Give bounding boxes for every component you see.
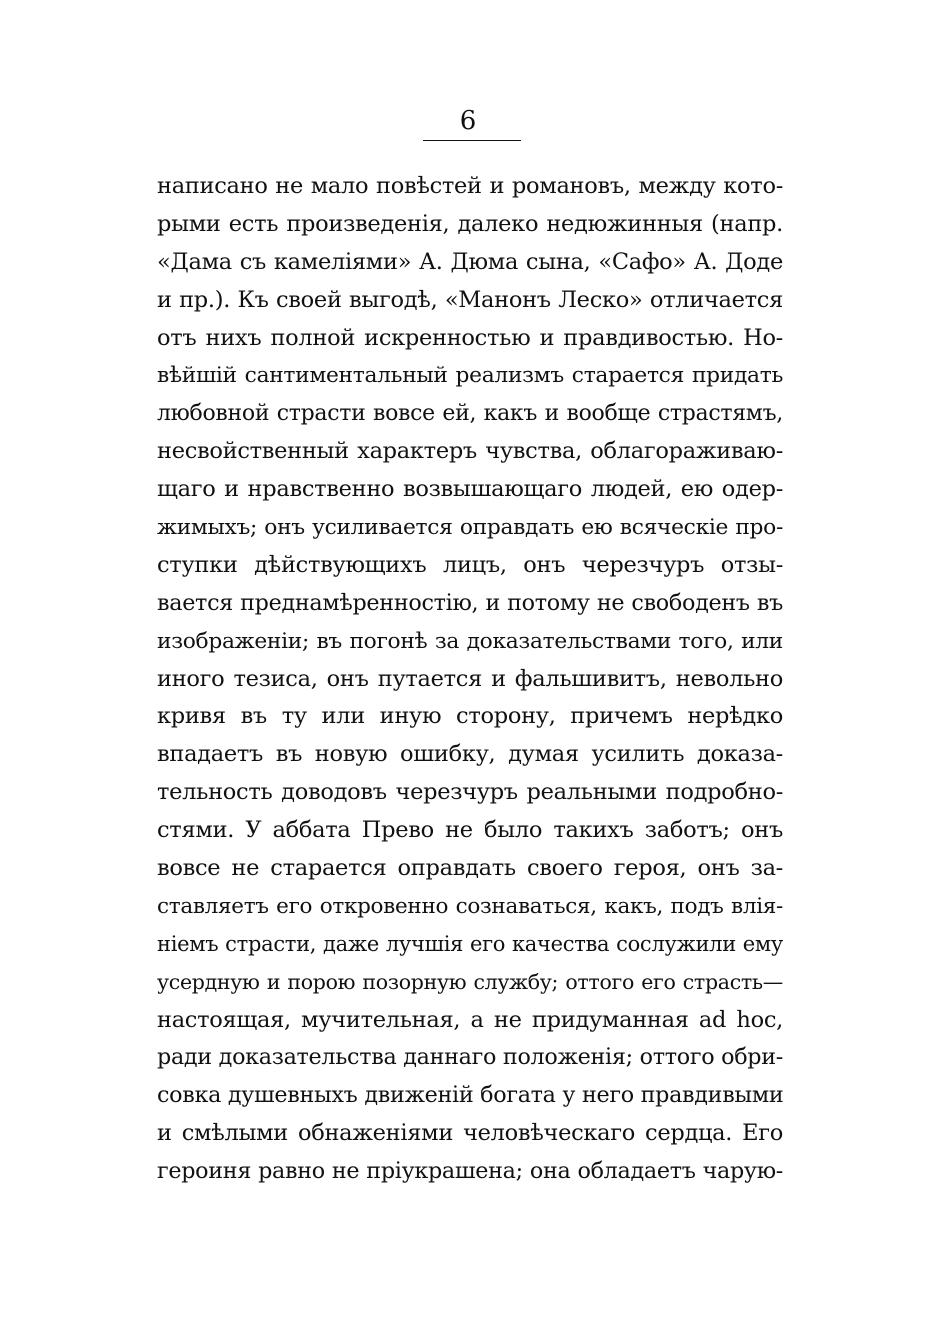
page-number: 6 — [459, 106, 477, 136]
text-line: отъ нихъ полной искренностью и правдивостью. Но- — [157, 324, 783, 351]
text-line: вовсе не старается оправдать своего героя, онъ за- — [157, 855, 783, 882]
text-line: ніемъ страсти, даже лучшія его качества сослужили ему — [157, 931, 783, 956]
header-rule — [423, 140, 521, 141]
text-line: стями. У аббата Прево не было такихъ заботъ; онъ — [157, 817, 783, 844]
text-line: написано не мало повѣстей и романовъ, между кото- — [157, 173, 783, 199]
text-line: впадаетъ въ новую ошибку, думая усилить доказа- — [157, 741, 783, 768]
text-line: щаго и нравственно возвышающаго людей, ею одер- — [157, 476, 783, 503]
text-line: любовной страсти вовсе ей, какъ и вообще страстямъ, — [157, 401, 783, 427]
text-line: кривя въ ту или иную сторону, причемъ нерѣдко — [157, 703, 783, 730]
text-line: усердную и порою позорную службу; оттого его страсть— — [157, 969, 783, 994]
text-line: рыми есть произведенія, далеко недюжинныя (напр. — [157, 210, 783, 237]
text-line: вѣйшій сантиментальный реализмъ старается придать — [157, 363, 783, 389]
text-line: ради доказательства даннаго положенія; оттого обри- — [157, 1044, 783, 1071]
text-line: «Дама съ камеліями» А. Дюма сына, «Сафо» А. Доде — [157, 248, 783, 275]
text-line: вается преднамѣренностію, и потому не свободенъ въ — [157, 589, 783, 616]
text-line: жимыхъ; онъ усиливается оправдать ею всяческіе про- — [157, 515, 783, 541]
text-line: настоящая, мучительная, а не придуманная ad hoc, — [157, 1006, 783, 1033]
text-line: совка душевныхъ движеній богата у него правдивыми — [157, 1082, 784, 1109]
body-text — [157, 168, 783, 1191]
text-line: и пр.). Къ своей выгодѣ, «Манонъ Леско» отличается — [157, 286, 783, 313]
text-line: героиня равно не пріукрашена; она обладаетъ чарую- — [157, 1158, 783, 1185]
text-line: изображеніи; въ погонѣ за доказательствами того, или — [157, 628, 783, 654]
text-line: ставляетъ его откровенно сознаваться, какъ, подъ влія- — [157, 893, 783, 919]
text-line: ступки дѣйствующихъ лицъ, онъ черезчуръ отзы- — [157, 551, 783, 578]
text-line: несвойственный характеръ чувства, облагораживаю- — [157, 438, 783, 465]
text-line: тельность доводовъ черезчуръ реальными подробно- — [157, 779, 783, 806]
text-line: и смѣлыми обнаженіями человѣческаго сердца. Его — [157, 1120, 783, 1147]
text-line: иного тезиса, онъ путается и фальшивитъ, невольно — [157, 665, 783, 692]
